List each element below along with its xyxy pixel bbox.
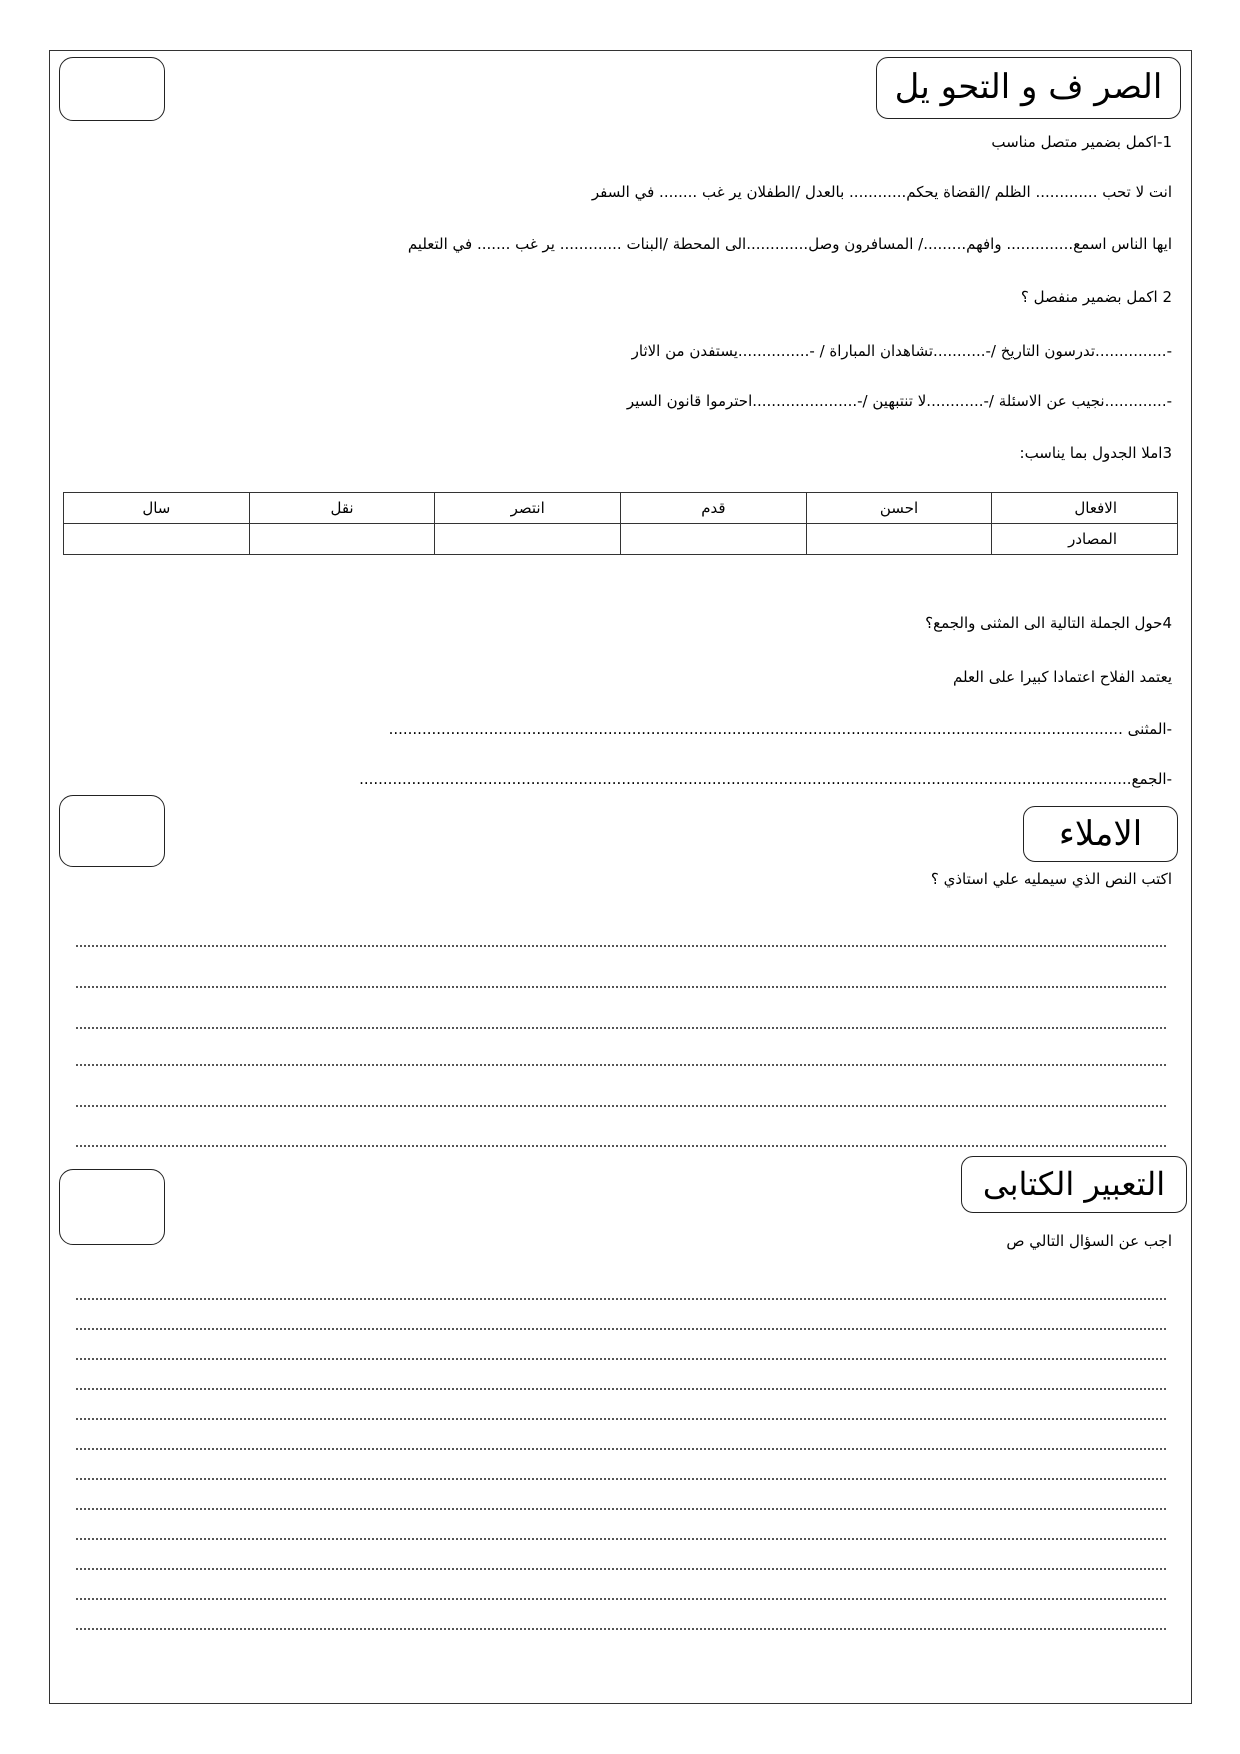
writing-line[interactable] <box>76 1298 1166 1300</box>
dual-answer-line[interactable]: -المثنى .......................................................................................................................................................... <box>388 720 1172 738</box>
table-row-masdars <box>64 524 1178 555</box>
score-box-sarf <box>59 57 165 121</box>
question-4-label: 4حول الجملة التالية الى المثنى والجمع؟ <box>925 614 1172 632</box>
plural-answer-line[interactable]: -الجمع.................................................................................................................................................................. <box>359 770 1172 788</box>
writing-line[interactable] <box>76 1418 1166 1420</box>
table-cell-answer[interactable] <box>621 524 807 555</box>
tabir-instruction: اجب عن السؤال التالي ص <box>1006 1232 1172 1250</box>
table-cell-verb: انتصر <box>435 493 621 524</box>
table-row-verbs <box>64 493 1178 524</box>
writing-line[interactable] <box>76 1478 1166 1480</box>
question-1-line-2: ايها الناس اسمع.............. وافهم........./ المسافرون وصل.............الى المحطة /البنات ............. ير غب ....... في التعليم <box>407 235 1172 253</box>
writing-line[interactable] <box>76 1508 1166 1510</box>
section-title-tabir: التعبير الكتابى <box>961 1156 1187 1213</box>
score-box-tabir <box>59 1169 165 1245</box>
table-cell-answer[interactable] <box>806 524 992 555</box>
section-title-imla: الاملاء <box>1023 806 1178 862</box>
table-cell-answer[interactable] <box>249 524 435 555</box>
writing-line[interactable] <box>76 1568 1166 1570</box>
score-box-imla <box>59 795 165 867</box>
table-cell-answer[interactable] <box>64 524 250 555</box>
verbs-table <box>63 492 1178 555</box>
table-cell-verb: احسن <box>806 493 992 524</box>
table-header-verbs: الافعال <box>992 493 1178 524</box>
table-cell-verb: قدم <box>621 493 807 524</box>
writing-line[interactable] <box>76 1328 1166 1330</box>
writing-line[interactable] <box>76 1628 1166 1630</box>
question-2-label: 2 اكمل بضمير منفصل ؟ <box>1020 288 1172 306</box>
writing-line[interactable] <box>76 1538 1166 1540</box>
writing-line[interactable] <box>76 1064 1166 1066</box>
table-header-masdars: المصادر <box>992 524 1178 555</box>
writing-line[interactable] <box>76 1145 1166 1147</box>
writing-line[interactable] <box>76 1598 1166 1600</box>
question-4-sentence: يعتمد الفلاح اعتمادا كبيرا على العلم <box>953 668 1172 686</box>
imla-instruction: اكتب النص الذي سيمليه علي استاذي ؟ <box>930 870 1172 888</box>
table-cell-verb: سال <box>64 493 250 524</box>
question-2-line-2: -.............نجيب عن الاسئلة /-............لا تنتبهين /-......................احترموا قانون السير <box>626 392 1172 410</box>
question-3-label: 3املا الجدول بما يناسب: <box>1019 444 1172 462</box>
writing-line[interactable] <box>76 1358 1166 1360</box>
question-1-label: 1-اكمل بضمير متصل مناسب <box>991 133 1172 151</box>
writing-line[interactable] <box>76 986 1166 988</box>
writing-line[interactable] <box>76 1448 1166 1450</box>
table-cell-verb: نقل <box>249 493 435 524</box>
writing-line[interactable] <box>76 1388 1166 1390</box>
section-title-sarf: الصر ف و التحو يل <box>876 57 1181 119</box>
question-2-line-1: -...............تدرسون التاريخ /-...........تشاهدان المباراة / -...............يستفدن من الاثار <box>631 342 1172 360</box>
question-1-line-1: انت لا تحب ............. الظلم /القضاة يحكم............ بالعدل /الطفلان ير غب ........ في السفر <box>591 183 1172 201</box>
writing-line[interactable] <box>76 1105 1166 1107</box>
writing-line[interactable] <box>76 945 1166 947</box>
table-cell-answer[interactable] <box>435 524 621 555</box>
writing-line[interactable] <box>76 1027 1166 1029</box>
